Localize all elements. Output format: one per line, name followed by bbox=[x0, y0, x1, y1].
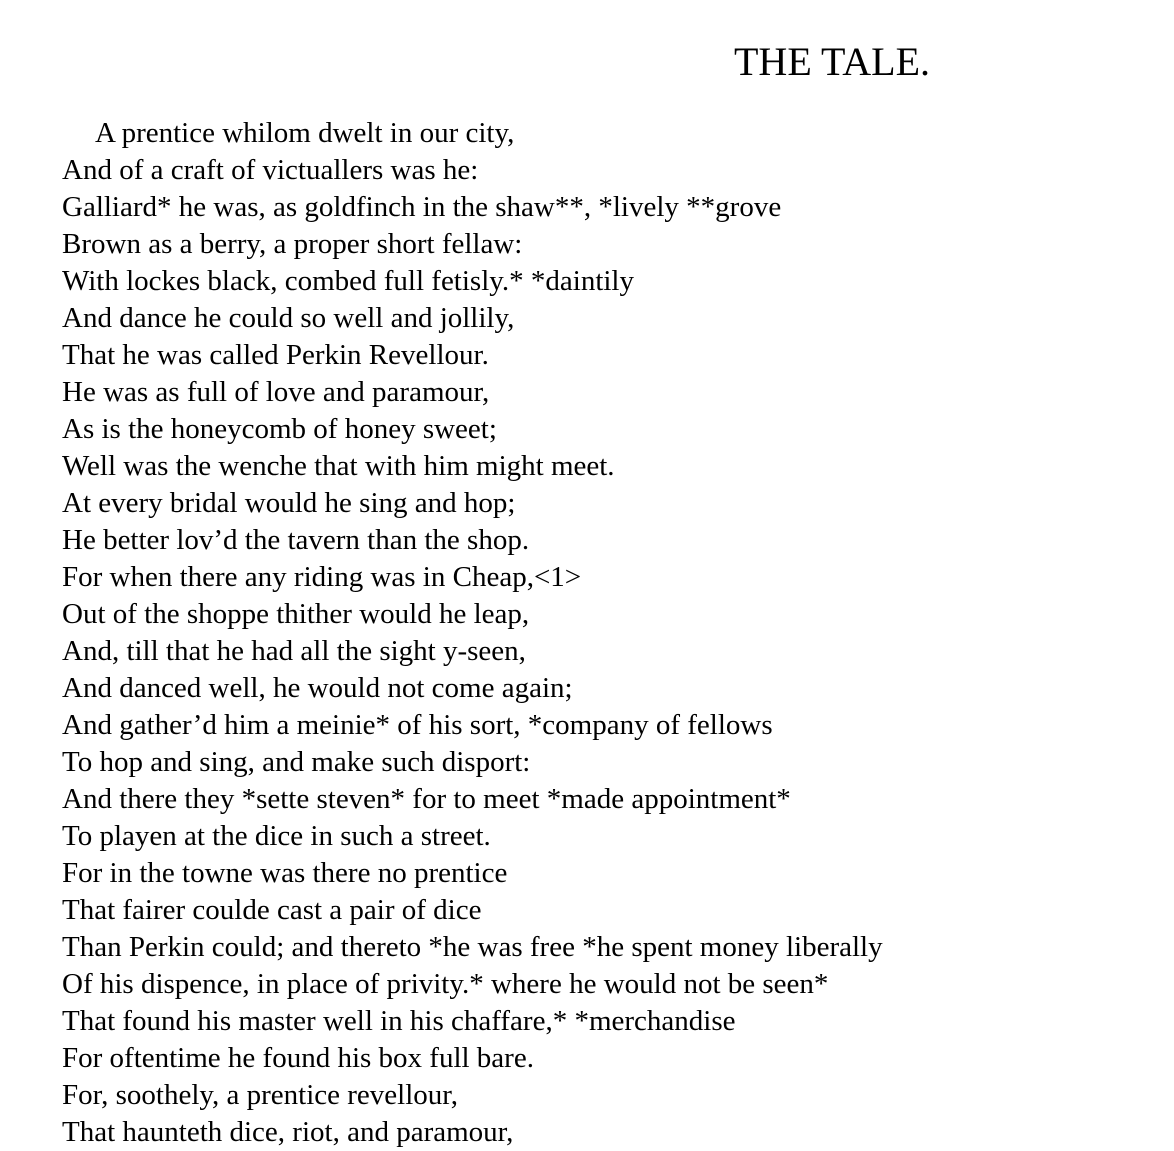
poem-text bbox=[62, 115, 883, 1151]
poem-line: Than Perkin could; and thereto *he was free *he spent money liberally bbox=[62, 931, 883, 963]
poem-line: Out of the shoppe thither would he leap, bbox=[62, 598, 530, 630]
poem-line: For, soothely, a prentice revellour, bbox=[62, 1079, 459, 1111]
poem-line: Brown as a berry, a proper short fellaw: bbox=[62, 228, 523, 260]
poem-line: And there they *sette steven* for to meet *made appointment* bbox=[62, 783, 791, 815]
poem-line: And danced well, he would not come again; bbox=[62, 672, 573, 704]
poem-line: That haunteth dice, riot, and paramour, bbox=[62, 1116, 514, 1148]
poem-line: And of a craft of victuallers was he: bbox=[62, 154, 479, 186]
poem-line: And, till that he had all the sight y-seen, bbox=[62, 635, 526, 667]
poem-line: For when there any riding was in Cheap,<1> bbox=[62, 561, 582, 593]
poem-line: Of his dispence, in place of privity.* where he would not be seen* bbox=[62, 968, 829, 1000]
poem-line: And dance he could so well and jollily, bbox=[62, 302, 515, 334]
poem-line: For in the towne was there no prentice bbox=[62, 857, 508, 889]
poem-line: A prentice whilom dwelt in our city, bbox=[95, 117, 515, 149]
poem-line: To playen at the dice in such a street. bbox=[62, 820, 491, 852]
poem-line: And gather’d him a meinie* of his sort, *company of fellows bbox=[62, 709, 773, 741]
poem-line: As is the honeycomb of honey sweet; bbox=[62, 413, 497, 445]
poem-line: To hop and sing, and make such disport: bbox=[62, 746, 531, 778]
poem-line: That fairer coulde cast a pair of dice bbox=[62, 894, 482, 926]
poem-line: Well was the wenche that with him might meet. bbox=[62, 450, 615, 482]
poem-line: With lockes black, combed full fetisly.* *daintily bbox=[62, 265, 634, 297]
poem-line: He better lov’d the tavern than the shop. bbox=[62, 524, 530, 556]
poem-line: Galliard* he was, as goldfinch in the shaw**, *lively **grove bbox=[62, 191, 782, 223]
poem-line: At every bridal would he sing and hop; bbox=[62, 487, 516, 519]
poem-line: That he was called Perkin Revellour. bbox=[62, 339, 489, 371]
poem-line: For oftentime he found his box full bare. bbox=[62, 1042, 534, 1074]
poem-line: He was as full of love and paramour, bbox=[62, 376, 490, 408]
poem-line: That found his master well in his chaffare,* *merchandise bbox=[62, 1005, 736, 1037]
chapter-title: THE TALE. bbox=[734, 39, 931, 84]
